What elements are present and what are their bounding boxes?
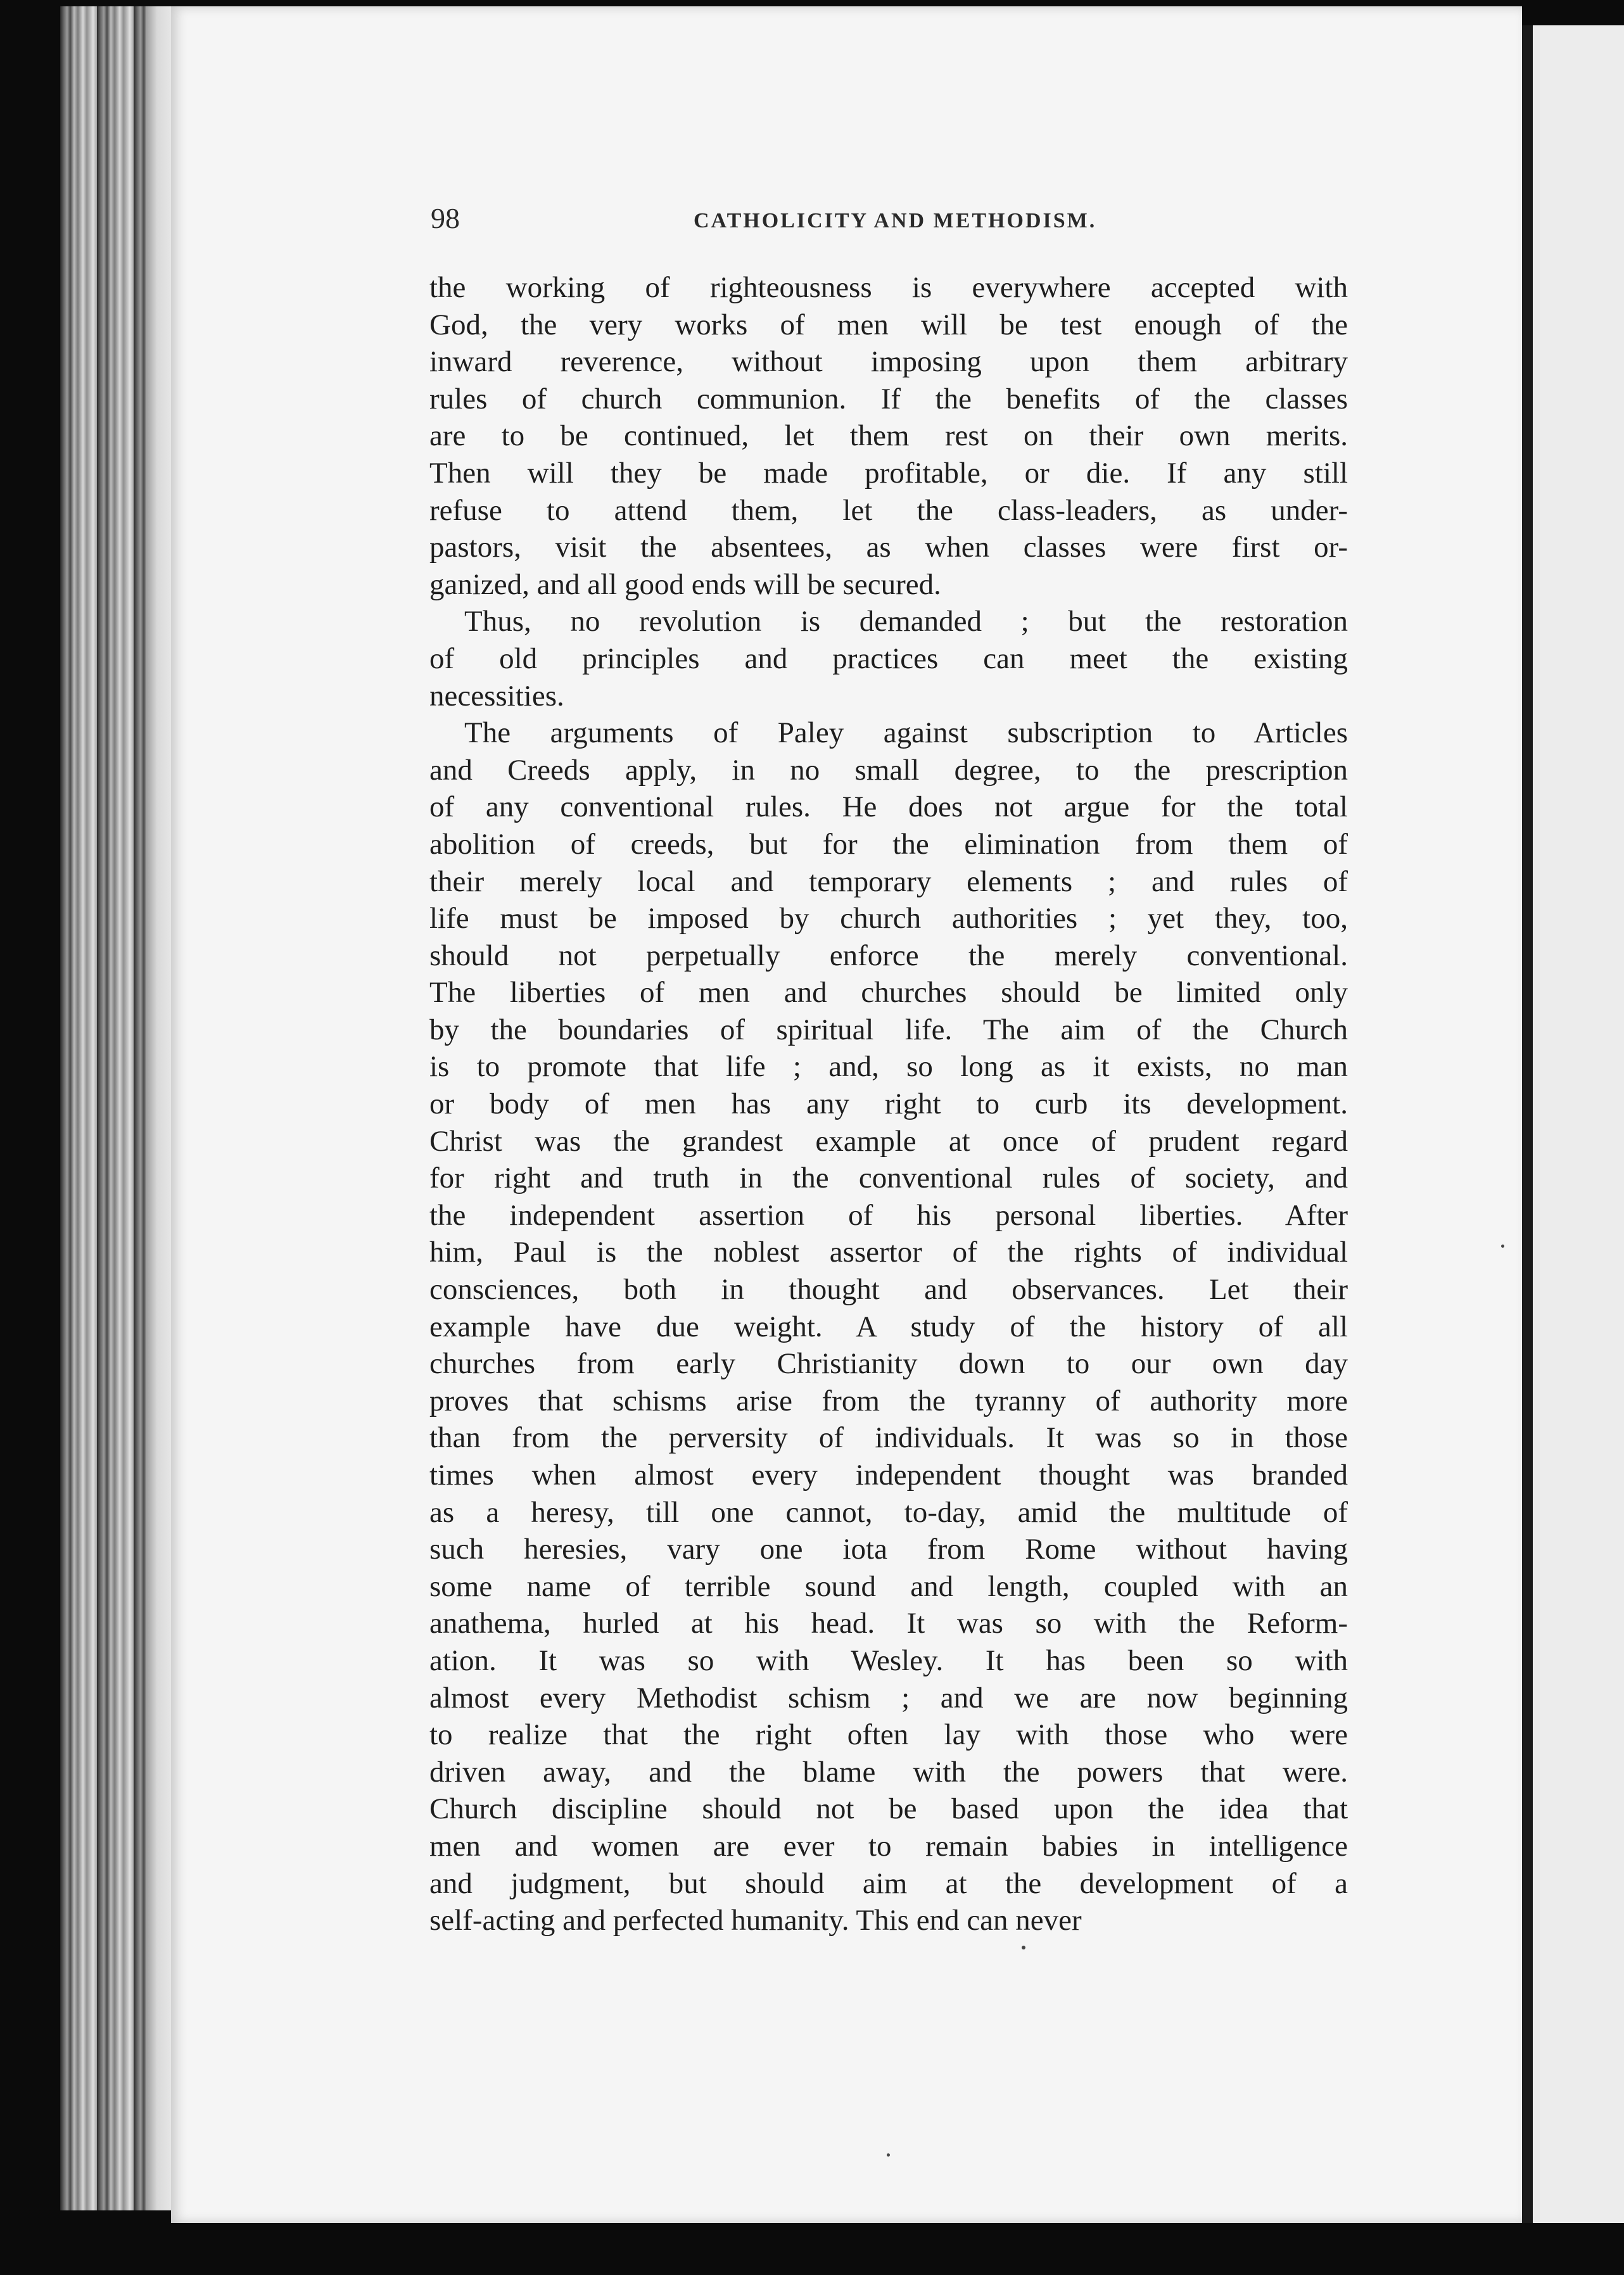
paragraph bbox=[429, 603, 1348, 714]
text-line: rules of church communion. If the benefits of the classes bbox=[429, 382, 1348, 415]
text-line: Christ was the grandest example at once of prudent regard bbox=[429, 1124, 1348, 1158]
page-number: 98 bbox=[431, 202, 460, 234]
text-line: to realize that the right often lay with those who were bbox=[429, 1718, 1348, 1752]
scan-speck bbox=[1501, 1245, 1504, 1248]
text-line: consciences, both in thought and observances. Let their bbox=[429, 1273, 1348, 1307]
text-line: and judgment, but should aim at the development of a bbox=[429, 1866, 1348, 1900]
text-line: than from the perversity of individuals. It was so in those bbox=[429, 1421, 1348, 1455]
text-line: God, the very works of men will be test enough of the bbox=[429, 308, 1348, 341]
text-line: Then will they be made profitable, or die. If any still bbox=[429, 456, 1348, 490]
text-line: as a heresy, till one cannot, to-day, amid the multitude of bbox=[429, 1495, 1348, 1529]
text-line: him, Paul is the noblest assertor of the rights of individual bbox=[429, 1236, 1348, 1269]
text-line: anathema, hurled at his head. It was so with the Reform- bbox=[429, 1607, 1348, 1640]
paragraph bbox=[429, 269, 1348, 603]
text-line: such heresies, vary one iota from Rome without having bbox=[429, 1533, 1348, 1566]
text-line: ganized, and all good ends will be secured. bbox=[429, 567, 941, 601]
text-line: for right and truth in the conventional rules of society, and bbox=[429, 1162, 1348, 1195]
text-line: of any conventional rules. He does not argue for the total bbox=[429, 790, 1348, 824]
text-line: the working of righteousness is everywhere accepted with bbox=[429, 271, 1348, 304]
running-head bbox=[431, 201, 1317, 246]
text-line: Church discipline should not be based upon the idea that bbox=[429, 1792, 1348, 1826]
text-line: inward reverence, without imposing upon them arbitrary bbox=[429, 345, 1348, 379]
text-line: by the boundaries of spiritual life. The aim of the Church bbox=[429, 1013, 1348, 1046]
text-line: their merely local and temporary elements ; and rules of bbox=[429, 865, 1348, 898]
text-line: or body of men has any right to curb its development. bbox=[429, 1087, 1348, 1121]
scan-speck bbox=[887, 2153, 890, 2157]
body-text bbox=[429, 269, 1348, 1939]
text-line: driven away, and the blame with the powers that were. bbox=[429, 1755, 1348, 1789]
text-line: The arguments of Paley against subscription to Articles bbox=[464, 716, 1348, 750]
text-line: are to be continued, let them rest on their own merits. bbox=[429, 419, 1348, 453]
text-line: example have due weight. A study of the history of all bbox=[429, 1310, 1348, 1343]
paragraph bbox=[429, 714, 1348, 1939]
text-line: should not perpetually enforce the merely conventional. bbox=[429, 939, 1348, 972]
text-line: Thus, no revolution is demanded ; but the restoration bbox=[464, 605, 1348, 638]
text-line: life must be imposed by church authorities ; yet they, too, bbox=[429, 902, 1348, 935]
text-line: ation. It was so with Wesley. It has been so with bbox=[429, 1644, 1348, 1677]
text-line: proves that schisms arise from the tyranny of authority more bbox=[429, 1384, 1348, 1417]
next-page-edge bbox=[1533, 25, 1624, 2223]
text-line: refuse to attend them, let the class-leaders, as under- bbox=[429, 493, 1348, 527]
text-line: of old principles and practices can meet the existing bbox=[429, 642, 1348, 675]
spine-shadow bbox=[146, 6, 174, 2210]
text-line: is to promote that life ; and, so long as it exists, no man bbox=[429, 1050, 1348, 1084]
text-line: almost every Methodist schism ; and we are now beginning bbox=[429, 1681, 1348, 1714]
text-line: the independent assertion of his personal liberties. After bbox=[429, 1198, 1348, 1232]
text-line: some name of terrible sound and length, coupled with an bbox=[429, 1569, 1348, 1603]
page-gutter bbox=[1522, 25, 1533, 2223]
text-line: self-acting and perfected humanity. This end can never bbox=[429, 1904, 1082, 1937]
text-line: times when almost every independent thought was branded bbox=[429, 1459, 1348, 1492]
text-line: pastors, visit the absentees, as when classes were first or- bbox=[429, 531, 1348, 564]
text-line: The liberties of men and churches should be limited only bbox=[429, 976, 1348, 1010]
text-line: abolition of creeds, but for the elimination from them of bbox=[429, 827, 1348, 861]
scan-speck bbox=[1022, 1946, 1025, 1949]
text-line: men and women are ever to remain babies in intelligence bbox=[429, 1829, 1348, 1863]
text-line: churches from early Christianity down to our own day bbox=[429, 1347, 1348, 1381]
text-line: necessities. bbox=[429, 679, 564, 713]
running-head-title: CATHOLICITY AND METHODISM. bbox=[694, 209, 1097, 232]
text-line: and Creeds apply, in no small degree, to the prescription bbox=[429, 753, 1348, 787]
